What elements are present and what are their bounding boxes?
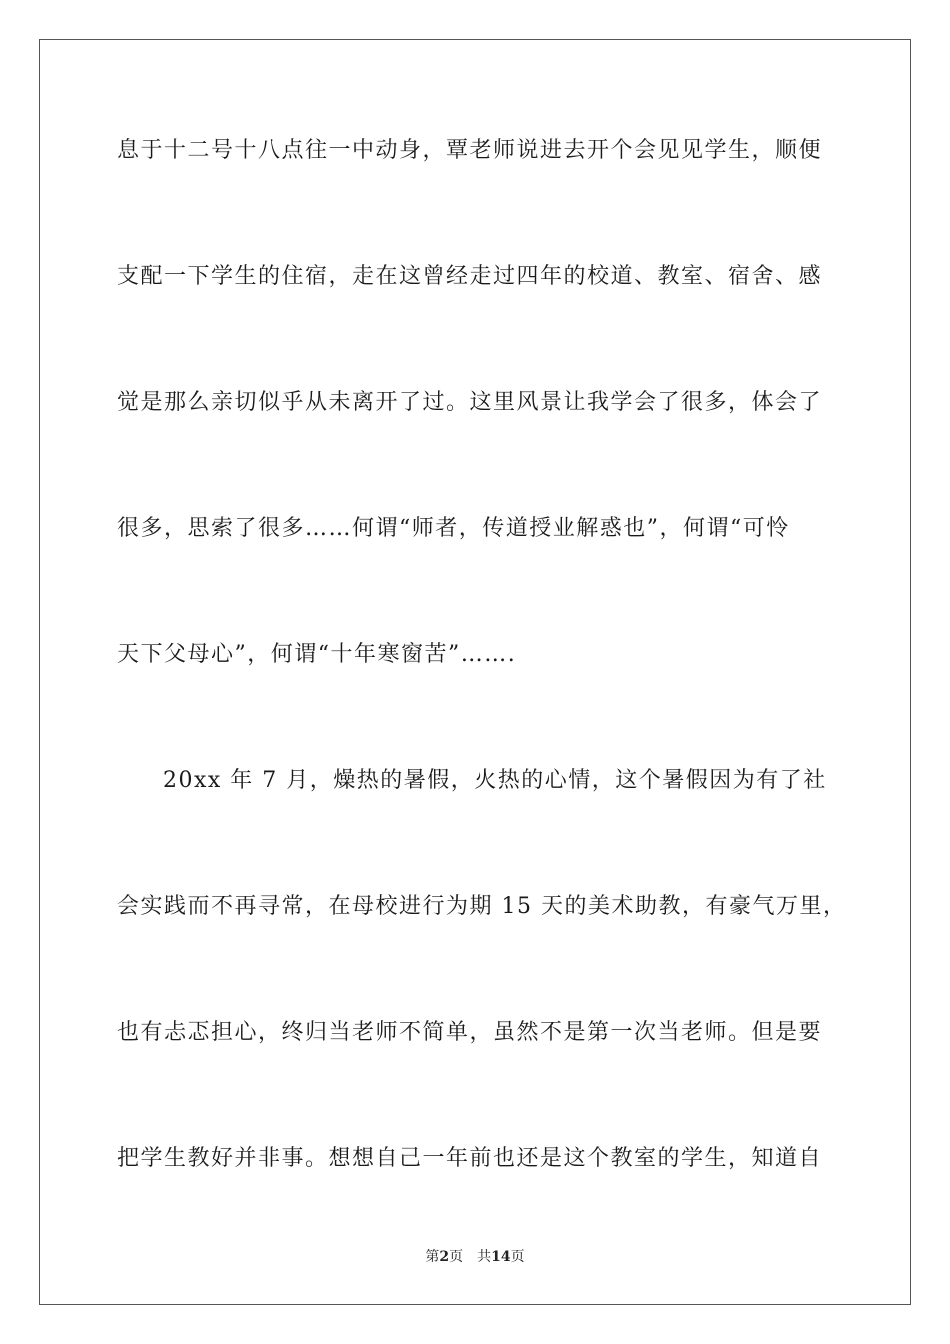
page-prefix: 第	[425, 1249, 440, 1265]
total-suffix: 页	[510, 1249, 525, 1265]
text-line-3: 觉是那么亲切似乎从未离开了过。这里风景让我学会了很多，体会了	[117, 390, 823, 415]
total-prefix: 共	[477, 1249, 492, 1265]
text-line-9: 把学生教好并非事。想想自己一年前也还是这个教室的学生，知道自	[117, 1146, 823, 1171]
text-line-2: 支配一下学生的住宿，走在这曾经走过四年的校道、教室、宿舍、感	[117, 264, 823, 289]
text-line-1: 息于十二号十八点往一中动身，覃老师说进去开个会见见学生，顺便	[117, 138, 823, 163]
text-line-5: 天下父母心”，何谓“十年寒窗苦”…….	[117, 642, 517, 667]
text-line-6: 20xx 年 7 月，燥热的暑假，火热的心情，这个暑假因为有了社	[163, 768, 827, 793]
document-body	[117, 131, 847, 1265]
page-suffix: 页	[449, 1249, 464, 1265]
page-number: 2	[439, 1249, 450, 1265]
text-line-4: 很多，思索了很多……何谓“师者，传道授业解惑也”，何谓“可怜	[117, 516, 790, 541]
text-line-7: 会实践而不再寻常，在母校进行为期 15 天的美术助教，有豪气万里，	[117, 894, 847, 919]
total-pages: 14	[491, 1249, 511, 1265]
page-footer	[0, 1246, 950, 1266]
text-line-8: 也有忐忑担心，终归当老师不简单，虽然不是第一次当老师。但是要	[117, 1020, 823, 1045]
